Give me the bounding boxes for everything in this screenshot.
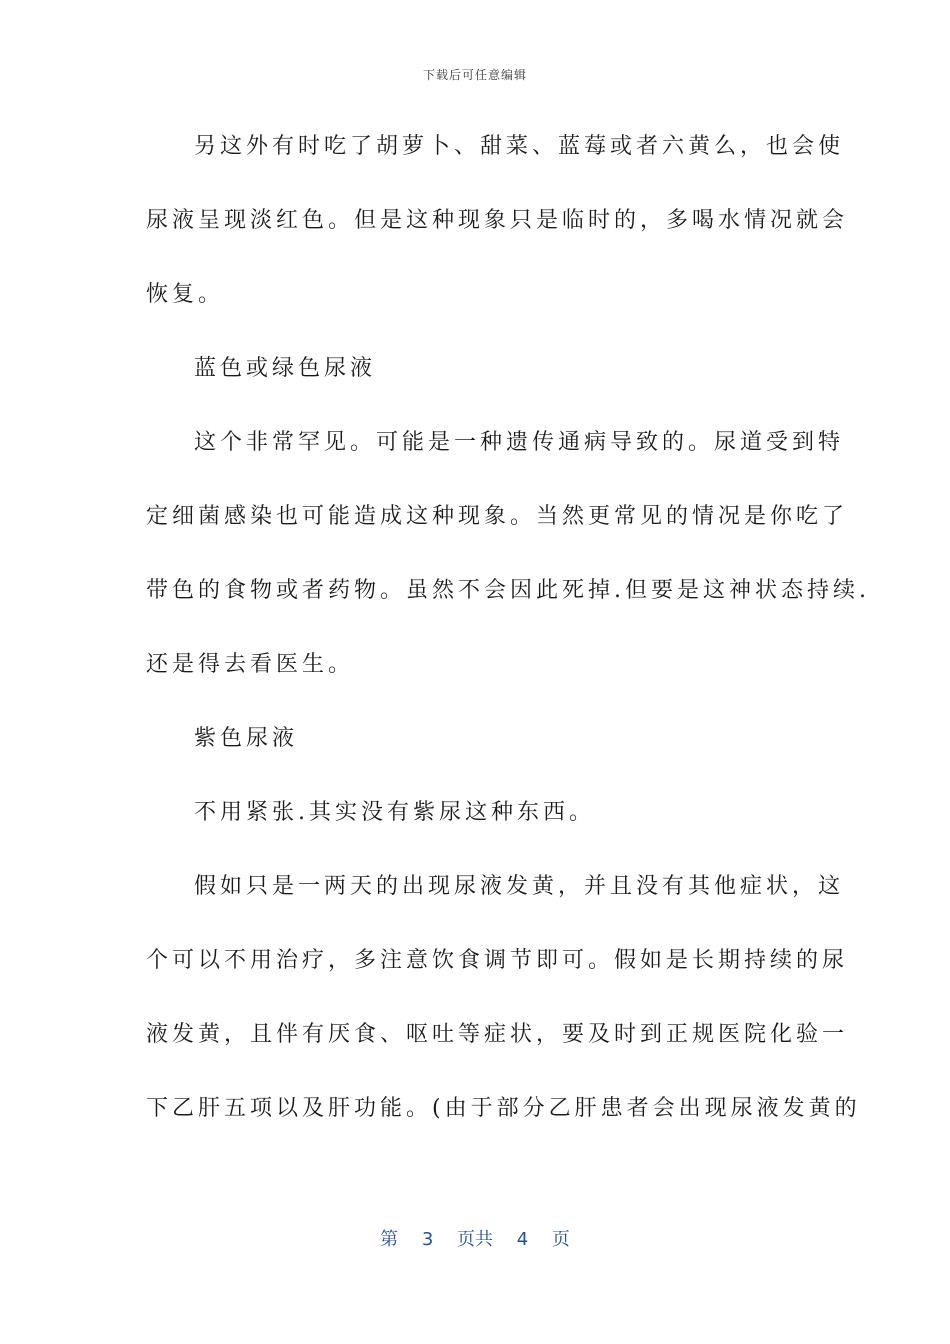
text-line-11: 假如只是一两天的出现尿液发黄，并且没有其他症状，这 (194, 874, 845, 899)
page-footer (0, 1225, 950, 1251)
text-line-7: 带色的食物或者药物。虽然不会因此死掉.但要是这神状态持续. (146, 578, 870, 603)
footer-current-page: 3 (421, 1229, 434, 1250)
section-heading-blue-green: 蓝色或绿色尿液 (194, 356, 377, 381)
footer-middle: 页共 (457, 1229, 493, 1250)
text-line-2: 尿液呈现淡红色。但是这种现象只是临时的，多喝水情况就会 (146, 208, 849, 233)
footer-total-pages: 4 (516, 1229, 529, 1250)
text-line-12: 个可以不用治疗，多注意饮食调节即可。假如是长期持续的尿 (146, 948, 849, 973)
text-line-6: 定细菌感染也可能造成这种现象。当然更常见的情况是你吃了 (146, 504, 849, 529)
text-line-14: 下乙肝五项以及肝功能。(由于部分乙肝患者会出现尿液发黄的 (146, 1096, 861, 1121)
text-line-5: 这个非常罕见。可能是一种遗传通病导致的。尿道受到特 (194, 430, 845, 455)
page-header: 下载后可任意编辑 (422, 68, 527, 82)
text-line-8: 还是得去看医生。 (146, 652, 355, 677)
text-line-3: 恢复。 (146, 282, 225, 307)
text-line-13: 液发黄，且伴有厌食、呕吐等症状，要及时到正规医院化验一 (146, 1022, 849, 1047)
footer-suffix: 页 (551, 1229, 570, 1250)
section-heading-purple: 紫色尿液 (194, 726, 299, 751)
text-line-1: 另这外有时吃了胡萝卜、甜菜、蓝莓或者六黄么，也会使 (194, 134, 845, 159)
footer-prefix: 第 (380, 1229, 399, 1250)
text-line-10: 不用紧张.其实没有紫尿这种东西。 (194, 800, 595, 825)
